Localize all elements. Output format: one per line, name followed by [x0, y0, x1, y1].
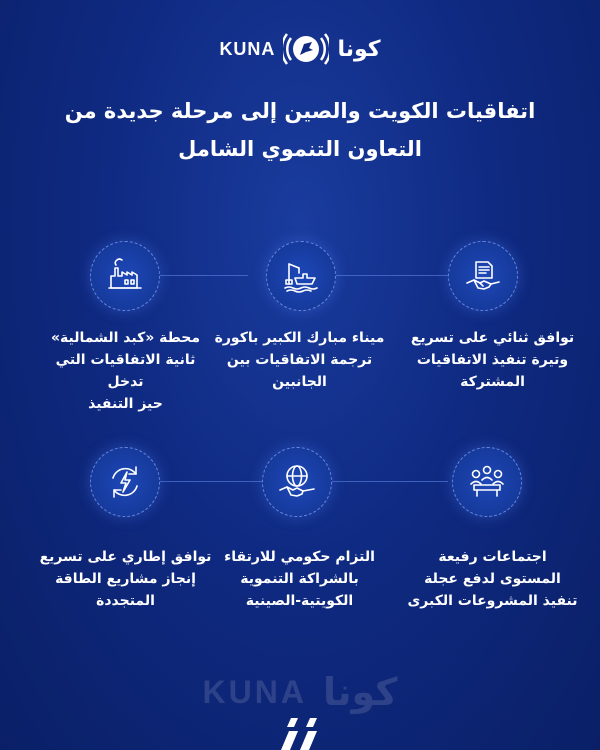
watermark-latin-text: KUNA	[202, 673, 307, 710]
feature-2-line-3: الجانبين	[272, 374, 327, 390]
page-title	[40, 92, 560, 168]
renewable-energy-icon	[90, 447, 160, 517]
feature-item-1	[405, 327, 580, 393]
handshake-document-icon	[448, 241, 518, 311]
feature-5-line-2: بالشراكة التنموية	[240, 571, 359, 587]
feature-2-line-2: ترجمة الاتفاقيات بين	[226, 352, 373, 368]
title-line-2: التعاون التنموي الشامل	[178, 137, 422, 161]
feature-3-line-2: ثانية الاتفاقيات التي تدخل	[55, 352, 196, 390]
connector-line	[158, 481, 262, 482]
feature-item-5	[212, 546, 387, 612]
icon-row-2	[0, 447, 600, 517]
port-ship-icon	[266, 241, 336, 311]
feature-6-line-2: إنجاز مشاريع الطاقة	[55, 571, 196, 587]
feature-4-line-2: المستوى لدفع عجلة	[424, 571, 561, 587]
power-plant-icon	[90, 241, 160, 311]
feature-2-line-1: ميناء مبارك الكبير باكورة	[214, 330, 385, 346]
feature-3-line-1: محطة «كبد الشمالية»	[50, 330, 201, 346]
feature-1-line-3: المشتركة	[460, 374, 525, 390]
globe-handshake-icon	[262, 447, 332, 517]
feature-3-line-3: حيز التنفيذ	[88, 396, 163, 412]
feature-item-2	[212, 327, 387, 393]
logo-arabic-text: كونا	[337, 36, 381, 62]
title-line-1: اتفاقيات الكويت والصين إلى مرحلة جديدة من	[64, 99, 536, 123]
feature-item-3	[38, 327, 213, 415]
kuna-emblem-icon	[283, 26, 329, 72]
feature-item-4	[405, 546, 580, 612]
feature-item-6	[38, 546, 213, 612]
connector-line	[336, 275, 448, 276]
feature-6-line-1: توافق إطاري على تسريع	[39, 549, 212, 565]
logo-latin-text: KUNA	[219, 38, 276, 59]
kuna-logo	[0, 24, 600, 74]
meeting-icon	[452, 447, 522, 517]
feature-1-line-2: وتيرة تنفيذ الاتفاقيات	[416, 352, 569, 368]
feature-1-line-1: توافق ثنائي على تسريع	[410, 330, 575, 346]
icon-row-1	[0, 241, 600, 311]
feature-4-line-3: تنفيذ المشروعات الكبرى	[407, 593, 578, 609]
feature-5-line-3: الكويتية-الصينية	[245, 593, 354, 609]
feature-4-line-1: اجتماعات رفيعة	[438, 549, 547, 565]
kuna-mark-icon	[279, 717, 321, 750]
connector-line	[158, 275, 248, 276]
feature-6-line-3: المتجددة	[96, 593, 155, 609]
feature-5-line-1: التزام حكومي للارتقاء	[224, 549, 375, 565]
kuna-watermark	[0, 670, 600, 714]
watermark-arabic-text: كونا	[322, 670, 398, 714]
connector-line	[332, 481, 448, 482]
